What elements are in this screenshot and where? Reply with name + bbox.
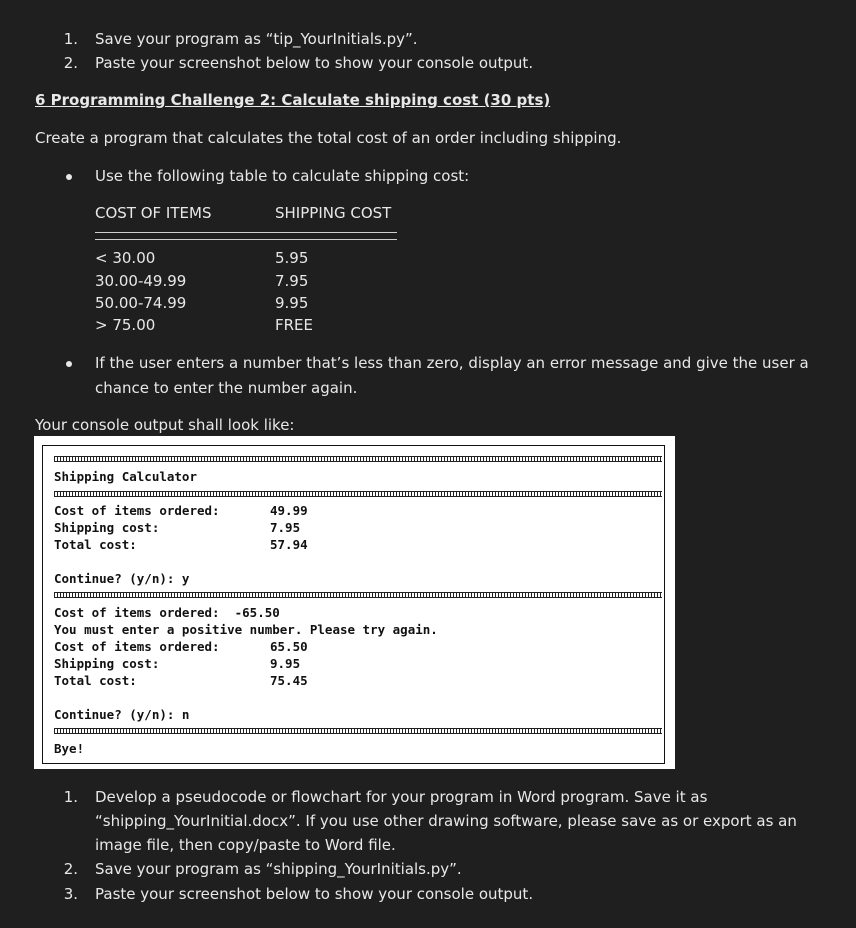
console-divider bbox=[54, 491, 662, 497]
console-label-text: Cost of items ordered: bbox=[54, 639, 220, 654]
section-heading bbox=[35, 91, 550, 109]
list-number: 3. bbox=[63, 885, 78, 903]
console-window bbox=[42, 445, 665, 764]
bullet-text-continued: chance to enter the number again. bbox=[95, 379, 358, 397]
list-number: 2. bbox=[63, 860, 78, 878]
table-divider bbox=[95, 232, 397, 240]
console-label-text: Cost of items ordered: bbox=[54, 503, 220, 518]
console-prompt: Continue? (y/n): y bbox=[54, 571, 190, 586]
table-cell: FREE bbox=[275, 316, 314, 334]
table-cell: 7.95 bbox=[275, 272, 309, 290]
table-cell: 30.00-49.99 bbox=[95, 272, 187, 290]
console-value: 7.95 bbox=[270, 520, 301, 535]
console-title: Shipping Calculator bbox=[54, 469, 197, 484]
section-title: 6 Programming Challenge 2: Calculate shipping cost bbox=[35, 91, 479, 109]
list-item-text: Save your program as “shipping_YourInitials.py”. bbox=[95, 860, 462, 878]
list-item-text: “shipping_YourInitial.docx”. If you use other drawing software, please save as or export as an bbox=[95, 812, 797, 830]
bullet-icon bbox=[66, 361, 72, 367]
bullet-text: If the user enters a number that’s less than zero, display an error message and give the user a bbox=[95, 354, 809, 372]
section-points: (30 pts) bbox=[478, 91, 551, 109]
list-number: 1. bbox=[63, 30, 78, 48]
list-number: 2. bbox=[63, 54, 78, 72]
bullet-text: Use the following table to calculate shipping cost: bbox=[95, 167, 470, 185]
console-label: Your console output shall look like: bbox=[35, 416, 295, 434]
console-value: 65.50 bbox=[270, 639, 308, 654]
list-number: 1. bbox=[63, 788, 78, 806]
intro-text: Create a program that calculates the total cost of an order including shipping. bbox=[35, 129, 622, 147]
console-screenshot bbox=[34, 436, 675, 769]
table-cell: > 75.00 bbox=[95, 316, 156, 334]
console-label-text: Total cost: bbox=[54, 673, 137, 688]
console-value: 49.99 bbox=[270, 503, 308, 518]
console-bye: Bye! bbox=[54, 741, 85, 756]
list-item-text: image file, then copy/paste to Word file. bbox=[95, 836, 396, 854]
table-cell: < 30.00 bbox=[95, 249, 156, 267]
list-item-text: Save your program as “tip_YourInitials.py”. bbox=[95, 30, 418, 48]
console-divider bbox=[54, 592, 662, 598]
table-header: SHIPPING COST bbox=[275, 204, 392, 222]
bullet-icon bbox=[66, 174, 72, 180]
console-label-text: Total cost: bbox=[54, 537, 137, 552]
table-cell: 9.95 bbox=[275, 294, 309, 312]
table-cell: 50.00-74.99 bbox=[95, 294, 187, 312]
console-divider bbox=[54, 456, 662, 462]
console-value: 9.95 bbox=[270, 656, 301, 671]
table-cell: 5.95 bbox=[275, 249, 309, 267]
console-error: You must enter a positive number. Please try again. bbox=[54, 622, 438, 637]
console-value: 57.94 bbox=[270, 537, 308, 552]
list-item-text: Paste your screenshot below to show your console output. bbox=[95, 885, 534, 903]
list-item-text: Develop a pseudocode or flowchart for your program in Word program. Save it as bbox=[95, 788, 708, 806]
console-label-text: Shipping cost: bbox=[54, 656, 160, 671]
table-header: COST OF ITEMS bbox=[95, 204, 212, 222]
console-prompt: Continue? (y/n): n bbox=[54, 707, 190, 722]
console-value: 75.45 bbox=[270, 673, 308, 688]
console-divider bbox=[54, 728, 662, 734]
console-input-line: Cost of items ordered: -65.50 bbox=[54, 605, 280, 620]
console-label-text: Shipping cost: bbox=[54, 520, 160, 535]
list-item-text: Paste your screenshot below to show your console output. bbox=[95, 54, 534, 72]
